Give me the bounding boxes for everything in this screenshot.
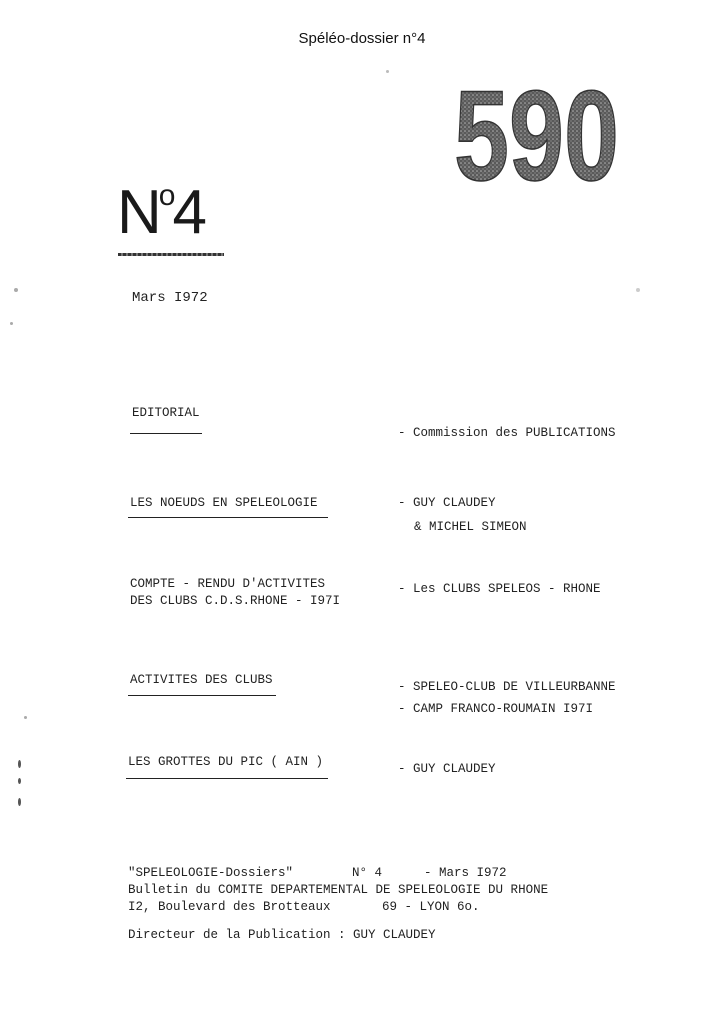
issue-date: Mars I972 xyxy=(132,290,208,306)
issue-underline xyxy=(118,253,224,256)
toc-author: - GUY CLAUDEY xyxy=(398,762,496,776)
toc-title-compte-rendu: COMPTE - RENDU D'ACTIVITES xyxy=(130,577,326,591)
footer-city: 69 - LYON 6o. xyxy=(382,900,480,914)
footer-director: Directeur de la Publication : GUY CLAUDEY xyxy=(128,928,436,942)
toc-underline xyxy=(128,517,328,518)
scan-speck xyxy=(636,288,640,292)
scan-speck xyxy=(10,322,13,325)
toc-title-activites: ACTIVITES DES CLUBS xyxy=(130,673,273,687)
toc-author: - Les CLUBS SPELEOS - RHONE xyxy=(398,582,601,596)
toc-author: - CAMP FRANCO-ROUMAIN I97I xyxy=(398,702,594,716)
scan-speck xyxy=(24,716,27,719)
toc-author: & MICHEL SIMEON xyxy=(414,520,527,534)
issue-superscript: o xyxy=(158,179,173,213)
scan-speck xyxy=(14,288,18,292)
toc-title-grottes: LES GROTTES DU PIC ( AIN ) xyxy=(128,755,324,769)
footer-address: I2, Boulevard des Brotteaux xyxy=(128,900,331,914)
toc-author: - GUY CLAUDEY xyxy=(398,496,496,510)
toc-underline xyxy=(130,433,202,434)
issue-number: 4 xyxy=(172,178,204,247)
scan-speck xyxy=(18,798,21,806)
page-header-title: Spéléo-dossier n°4 xyxy=(298,30,426,47)
footer-issue-date: - Mars I972 xyxy=(424,866,507,880)
scan-speck xyxy=(18,760,21,768)
toc-author: - SPELEO-CLUB DE VILLEURBANNE xyxy=(398,680,616,694)
stamped-number xyxy=(452,62,622,208)
toc-title-compte-rendu-line2: DES CLUBS C.D.S.RHONE - I97I xyxy=(130,594,341,608)
toc-underline xyxy=(126,778,328,779)
issue-number-heading xyxy=(117,178,204,247)
toc-title-noeuds: LES NOEUDS EN SPELEOLOGIE xyxy=(130,496,318,510)
footer-issue-number: N° 4 xyxy=(352,866,383,880)
scan-speck xyxy=(18,778,21,784)
toc-author: - Commission des PUBLICATIONS xyxy=(398,426,616,440)
footer-committee: Bulletin du COMITE DEPARTEMENTAL DE SPELEOLOGIE DU RHONE xyxy=(128,883,549,897)
toc-underline xyxy=(128,695,276,696)
scan-speck xyxy=(386,70,389,73)
toc-title-editorial: EDITORIAL xyxy=(132,406,200,420)
footer-publication-title: "SPELEOLOGIE-Dossiers" xyxy=(128,866,294,880)
issue-prefix: N xyxy=(117,178,159,247)
stamp-number-text: 590 xyxy=(454,65,619,208)
